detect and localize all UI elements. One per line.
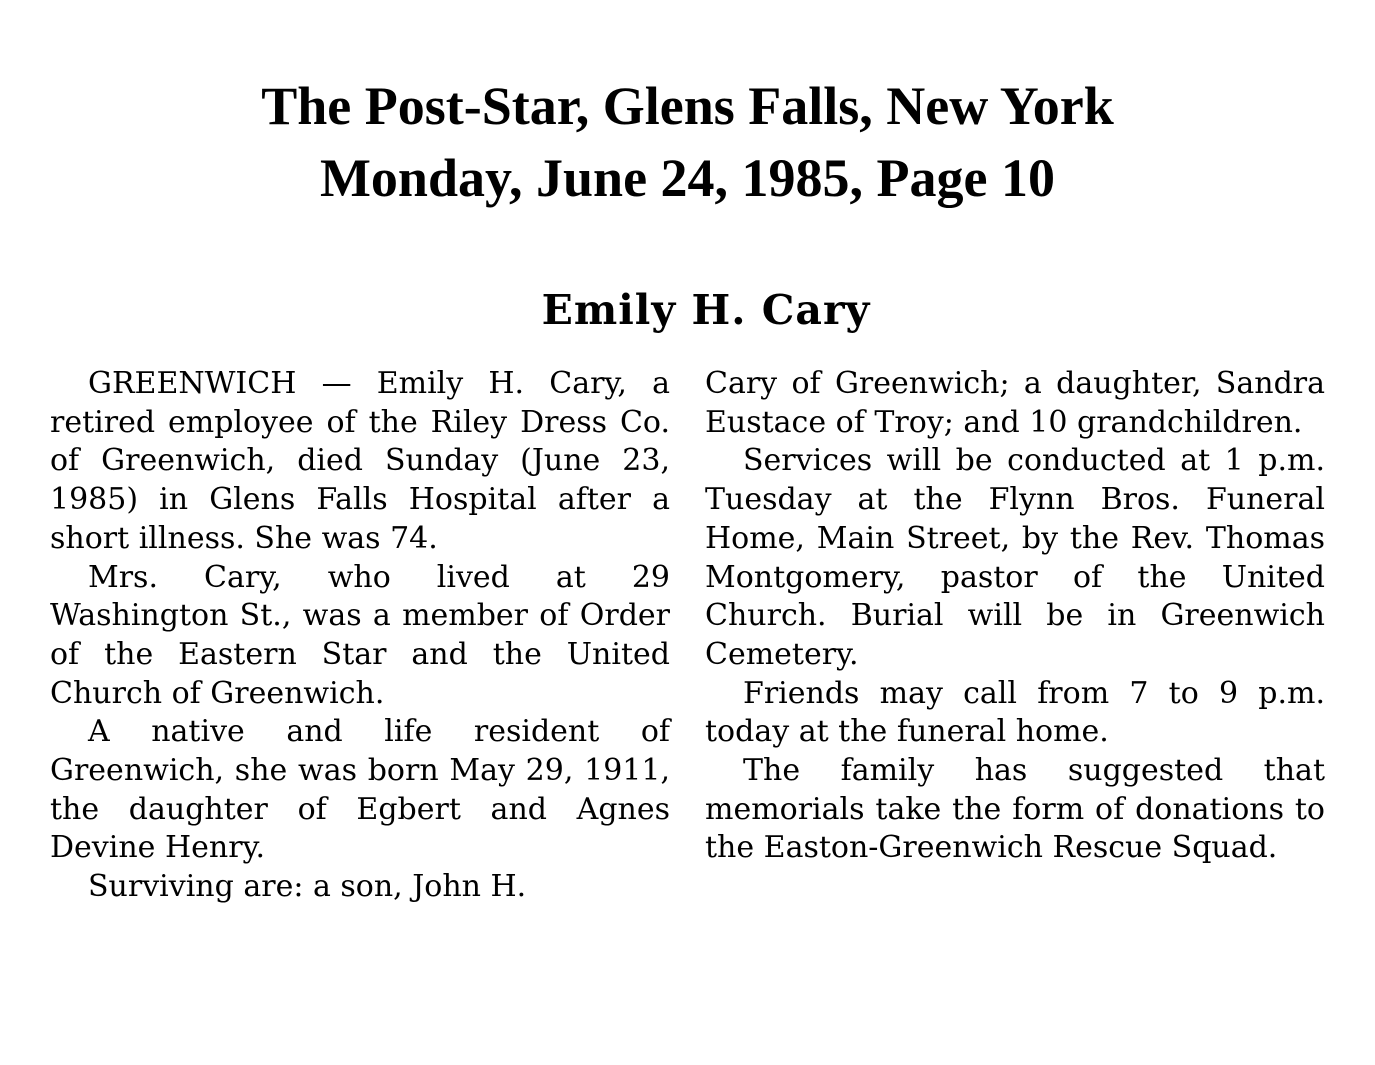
- publication-date: Monday, June 24, 1985, Page 10: [319, 148, 1056, 208]
- paragraph-memorials: The family has suggested that memorials take the form of donations to the Easton-Greenwich Rescue Squad.: [705, 753, 1325, 866]
- paragraph-services: Services will be conducted at 1 p.m. Tuesday at the Flynn Bros. Funeral Home, Main Street, by the Rev. Thomas Montgomery, pastor of the United Church. Burial will be in Greenwich Cemetery.: [705, 443, 1325, 672]
- paragraph-membership: Mrs. Cary, who lived at 29 Washington St., was a member of Order of the Eastern Star and the United Church of Greenwich.: [50, 559, 670, 711]
- paragraph-survivors-start: Surviving are: a son, John H.: [88, 869, 527, 905]
- obituary-left-column: [50, 365, 670, 907]
- obituary-right-column: [705, 365, 1325, 868]
- newspaper-header: [0, 70, 1375, 214]
- obituary-title: Emily H. Cary: [541, 286, 871, 334]
- paragraph-intro: GREENWICH — Emily H. Cary, a retired employee of the Riley Dress Co. of Greenwich, died Sunday (June 23, 1985) in Glens Falls Hospital after a short illness. She was 74.: [50, 366, 670, 556]
- paragraph-birth: A native and life resident of Greenwich, she was born May 29, 1911, the daughter of Egbert and Agnes Devine Henry.: [50, 714, 670, 866]
- paragraph-visitation: Friends may call from 7 to 9 p.m. today at the funeral home.: [705, 675, 1325, 750]
- newspaper-masthead: The Post-Star, Glens Falls, New York: [261, 76, 1114, 136]
- paragraph-survivors-continued: Cary of Greenwich; a daughter, Sandra Eustace of Troy; and 10 grandchildren.: [705, 366, 1325, 440]
